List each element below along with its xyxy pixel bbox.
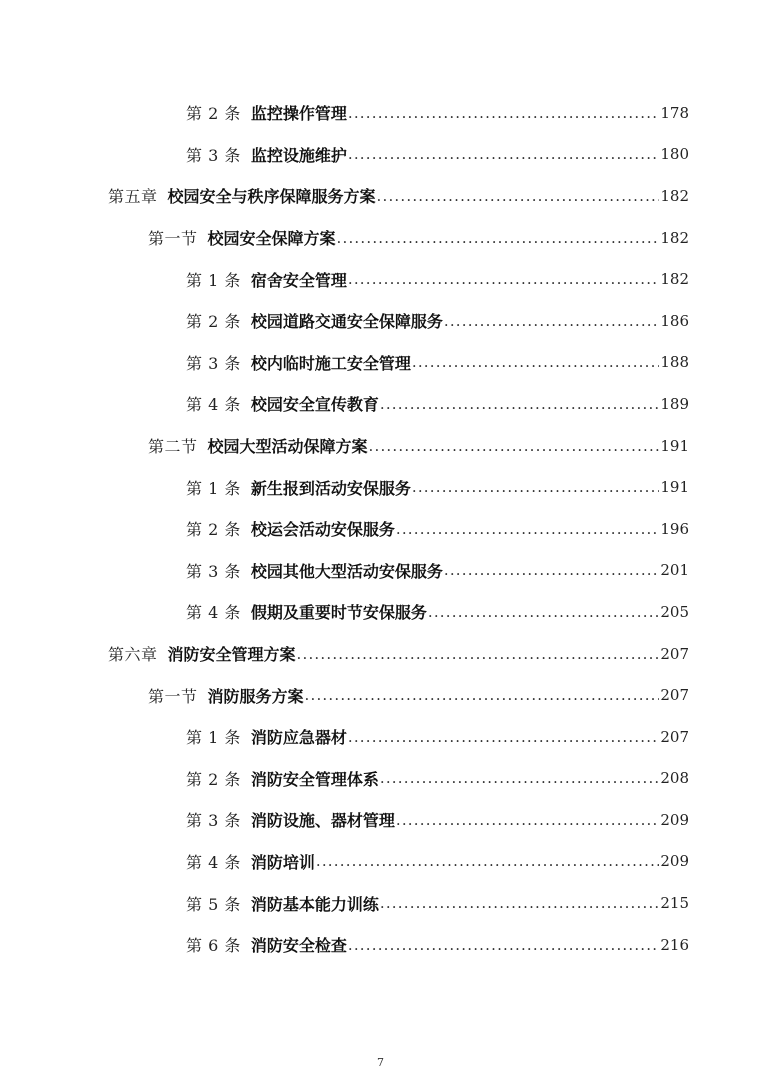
toc-entry-page: 188 <box>660 353 689 372</box>
toc-entry-page: 216 <box>660 935 689 954</box>
toc-entry-line <box>148 425 689 467</box>
toc-entry-number: 第 4 条 <box>186 395 241 415</box>
toc-leader-dots <box>428 603 659 621</box>
toc-entry-line <box>186 591 689 633</box>
toc-entry-page: 205 <box>660 602 689 621</box>
toc-leader-dots <box>337 229 660 247</box>
toc-entry-line <box>186 716 689 758</box>
toc-entry-page: 208 <box>660 769 689 788</box>
toc-entry-line <box>186 258 689 300</box>
toc-entry-title: 校园大型活动保障方案 <box>207 437 368 457</box>
toc-entry-article[interactable] <box>0 300 761 342</box>
toc-entry-page: 182 <box>660 186 689 205</box>
toc-entry-line <box>186 758 689 800</box>
toc-leader-dots <box>412 478 659 496</box>
toc-entry-line <box>186 882 689 924</box>
toc-entry-number: 第 3 条 <box>186 811 241 831</box>
toc-leader-dots <box>412 353 659 371</box>
toc-entry-section[interactable] <box>0 425 761 467</box>
toc-entry-page: 209 <box>660 852 689 871</box>
toc-entry-title: 校园安全与秩序保障服务方案 <box>167 187 376 207</box>
toc-leader-dots <box>369 437 660 455</box>
toc-entry-number: 第 2 条 <box>186 769 241 789</box>
toc-entry-page: 209 <box>660 810 689 829</box>
toc-entry-title: 校园其他大型活动安保服务 <box>250 561 443 581</box>
toc-entry-number: 第 1 条 <box>186 270 241 290</box>
toc-entry-title: 消防基本能力训练 <box>250 894 379 914</box>
toc-entry-line <box>186 134 689 176</box>
toc-entry-title: 消防培训 <box>250 852 315 872</box>
toc-entry-title: 校园安全宣传教育 <box>250 395 379 415</box>
toc-entry-article[interactable] <box>0 550 761 592</box>
toc-leader-dots <box>396 520 659 538</box>
toc-entry-chapter[interactable] <box>0 633 761 675</box>
toc-entry-line <box>186 342 689 384</box>
toc-entry-page: 186 <box>660 311 689 330</box>
toc-entry-article[interactable] <box>0 716 761 758</box>
toc-entry-article[interactable] <box>0 799 761 841</box>
toc-entry-title: 校园安全保障方案 <box>207 229 336 249</box>
toc-entry-page: 191 <box>660 436 689 455</box>
toc-entry-number: 第 5 条 <box>186 894 241 914</box>
toc-entry-number: 第 2 条 <box>186 312 241 332</box>
toc-entry-number: 第 4 条 <box>186 603 241 623</box>
toc-entry-title: 监控设施维护 <box>250 145 347 165</box>
toc-entry-page: 207 <box>660 727 689 746</box>
toc-leader-dots <box>380 769 659 787</box>
toc-entry-page: 215 <box>660 894 689 913</box>
toc-entry-article[interactable] <box>0 508 761 550</box>
toc-entry-article[interactable] <box>0 466 761 508</box>
toc-leader-dots <box>316 852 659 870</box>
toc-leader-dots <box>297 645 660 663</box>
toc-entry-title: 消防安全管理体系 <box>250 769 379 789</box>
toc-entry-section[interactable] <box>0 217 761 259</box>
toc-entry-title: 消防设施、器材管理 <box>250 811 395 831</box>
toc-leader-dots <box>348 104 659 122</box>
toc-entry-line <box>108 175 689 217</box>
toc-entry-number: 第 2 条 <box>186 520 241 540</box>
toc-entry-number: 第 1 条 <box>186 728 241 748</box>
toc-entry-article[interactable] <box>0 882 761 924</box>
toc-entry-line <box>148 674 689 716</box>
toc-entry-page: 207 <box>660 686 689 705</box>
toc-entry-title: 校内临时施工安全管理 <box>250 353 411 373</box>
toc-entry-number: 第一节 <box>148 229 198 249</box>
toc-entry-title: 校运会活动安保服务 <box>250 520 395 540</box>
toc-entry-page: 180 <box>660 145 689 164</box>
toc-leader-dots <box>380 395 659 413</box>
toc-entry-page: 182 <box>660 270 689 289</box>
toc-entry-article[interactable] <box>0 92 761 134</box>
toc-entry-line <box>186 466 689 508</box>
toc-entry-article[interactable] <box>0 591 761 633</box>
toc-entry-article[interactable] <box>0 841 761 883</box>
toc-entry-number: 第 3 条 <box>186 145 241 165</box>
toc-entry-title: 消防服务方案 <box>207 686 304 706</box>
toc-entry-title: 假期及重要时节安保服务 <box>250 603 427 623</box>
toc-entry-line <box>148 217 689 259</box>
toc-entry-number: 第 2 条 <box>186 104 241 124</box>
toc-leader-dots <box>348 728 659 746</box>
toc-leader-dots <box>348 936 659 954</box>
toc-entry-number: 第五章 <box>108 187 158 207</box>
toc-entry-line <box>186 92 689 134</box>
toc-entry-title: 监控操作管理 <box>250 104 347 124</box>
toc-entry-line <box>186 799 689 841</box>
toc-entry-number: 第二节 <box>148 437 198 457</box>
toc-entry-title: 消防应急器材 <box>250 728 347 748</box>
toc-entry-line <box>186 300 689 342</box>
toc-entry-article[interactable] <box>0 258 761 300</box>
toc-entry-page: 207 <box>660 644 689 663</box>
toc-entry-page: 191 <box>660 478 689 497</box>
toc-entry-chapter[interactable] <box>0 175 761 217</box>
toc-entry-title: 消防安全检查 <box>250 936 347 956</box>
toc-entry-article[interactable] <box>0 924 761 966</box>
toc-entry-page: 189 <box>660 394 689 413</box>
toc-entry-article[interactable] <box>0 383 761 425</box>
toc-entry-title: 消防安全管理方案 <box>167 645 296 665</box>
toc-entry-line <box>186 508 689 550</box>
toc-entry-line <box>186 550 689 592</box>
page-number: 7 <box>377 1056 384 1069</box>
toc-entry-number: 第 3 条 <box>186 353 241 373</box>
toc-entry-section[interactable] <box>0 674 761 716</box>
toc-entry-number: 第 6 条 <box>186 936 241 956</box>
toc-entry-number: 第六章 <box>108 645 158 665</box>
toc-entry-page: 182 <box>660 228 689 247</box>
toc-entry-line <box>186 841 689 883</box>
toc-entry-page: 196 <box>660 519 689 538</box>
toc-leader-dots <box>380 894 659 912</box>
toc-entry-article[interactable] <box>0 342 761 384</box>
toc-entry-title: 新生报到活动安保服务 <box>250 478 411 498</box>
toc-entry-line <box>108 633 689 675</box>
toc-leader-dots <box>348 145 659 163</box>
toc-entry-page: 201 <box>660 561 689 580</box>
toc-entry-title: 校园道路交通安全保障服务 <box>250 312 443 332</box>
toc-leader-dots <box>305 686 660 704</box>
toc-entry-number: 第 3 条 <box>186 561 241 581</box>
toc-entry-number: 第 1 条 <box>186 478 241 498</box>
toc-entry-line <box>186 924 689 966</box>
toc-entry-title: 宿舍安全管理 <box>250 270 347 290</box>
toc-leader-dots <box>444 561 659 579</box>
toc-entry-number: 第 4 条 <box>186 852 241 872</box>
toc-leader-dots <box>396 811 659 829</box>
toc-entry-page: 178 <box>660 103 689 122</box>
table-of-contents <box>0 92 761 965</box>
toc-entry-number: 第一节 <box>148 686 198 706</box>
toc-leader-dots <box>348 270 659 288</box>
toc-entry-article[interactable] <box>0 758 761 800</box>
toc-leader-dots <box>377 187 660 205</box>
toc-leader-dots <box>444 312 659 330</box>
toc-entry-article[interactable] <box>0 134 761 176</box>
toc-entry-line <box>186 383 689 425</box>
